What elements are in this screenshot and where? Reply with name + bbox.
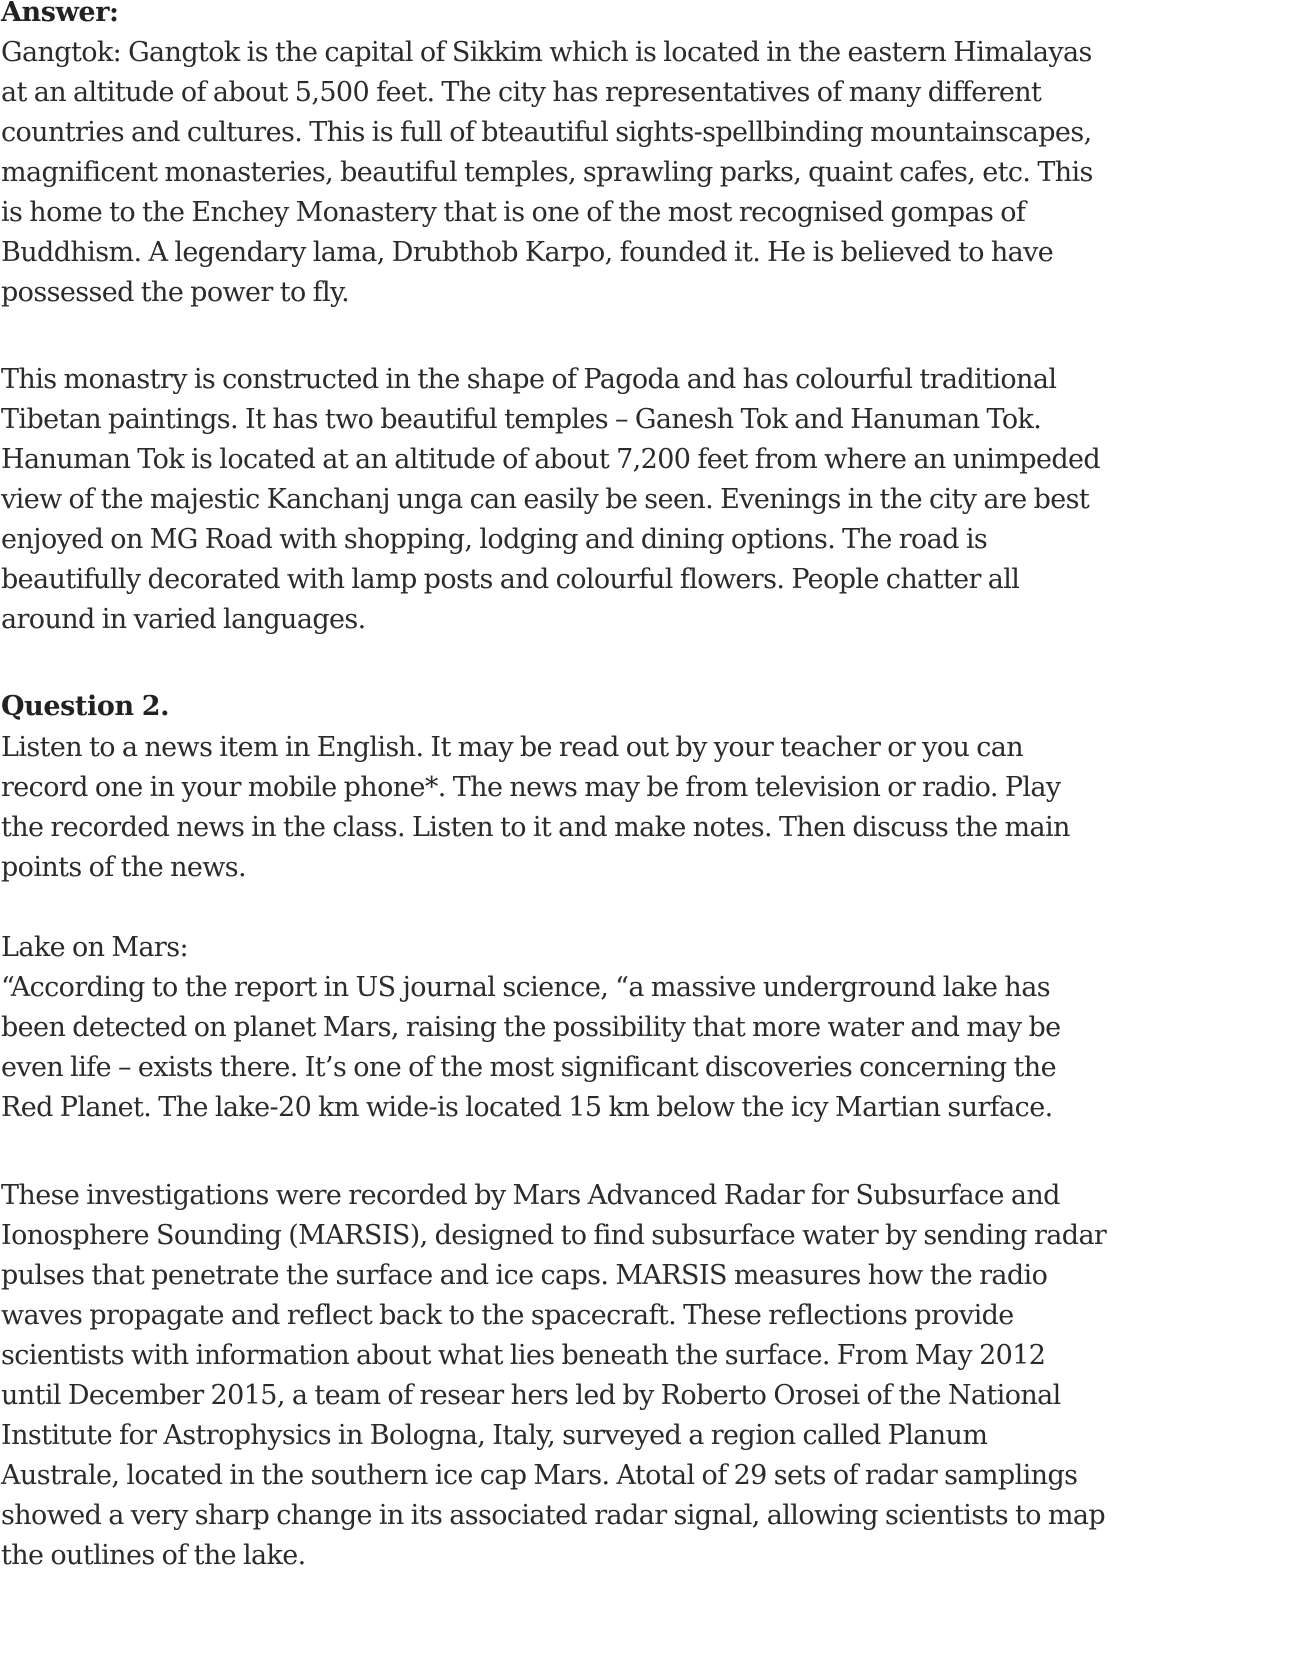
text-line: beautifully decorated with lamp posts and colourful flowers. People chatter all [1,564,1020,595]
text-line: view of the majestic Kanchanj unga can easily be seen. Evenings in the city are best [1,484,1090,515]
text-line: Buddhism. A legendary lama, Drubthob Karpo, founded it. He is believed to have [1,237,1054,268]
text-line: until December 2015, a team of resear hers led by Roberto Orosei of the National [1,1380,1061,1411]
text-line: the recorded news in the class. Listen to it and make notes. Then discuss the main [1,812,1070,843]
text-line: even life – exists there. It’s one of the most significant discoveries concerning the [1,1052,1056,1083]
text-line: scientists with information about what lies beneath the surface. From May 2012 [1,1340,1046,1371]
answer-heading: Answer: [1,0,119,28]
text-line: magnificent monasteries, beautiful temples, sprawling parks, quaint cafes, etc. This [1,157,1093,188]
text-line: points of the news. [1,852,247,883]
text-line: Institute for Astrophysics in Bologna, Italy, surveyed a region called Planum [1,1420,988,1451]
text-line: This monastry is constructed in the shape of Pagoda and has colourful traditional [1,364,1057,395]
text-line: possessed the power to fly. [1,277,350,308]
text-line: around in varied languages. [1,604,366,635]
text-line: Gangtok: Gangtok is the capital of Sikkim which is located in the eastern Himalayas [1,37,1092,68]
question-heading: Question 2. [1,691,170,722]
text-line: is home to the Enchey Monastery that is one of the most recognised gompas of [1,197,1026,228]
text-line: waves propagate and reflect back to the spacecraft. These reflections provide [1,1300,1014,1331]
news-title: Lake on Mars: [1,932,188,963]
text-line: Red Planet. The lake-20 km wide-is located 15 km below the icy Martian surface. [1,1092,1053,1123]
text-line: Australe, located in the southern ice cap Mars. Atotal of 29 sets of radar samplings [1,1460,1078,1491]
text-line: Tibetan paintings. It has two beautiful temples – Ganesh Tok and Hanuman Tok. [1,404,1042,435]
text-line: at an altitude of about 5,500 feet. The city has representatives of many different [1,77,1042,108]
text-line: countries and cultures. This is full of bteautiful sights-spellbinding mountainscapes, [1,117,1092,148]
text-line: record one in your mobile phone*. The news may be from television or radio. Play [1,772,1061,803]
text-line: pulses that penetrate the surface and ice caps. MARSIS measures how the radio [1,1260,1048,1291]
text-line: enjoyed on MG Road with shopping, lodging and dining options. The road is [1,524,988,555]
text-line: “According to the report in US journal science, “a massive underground lake has [1,972,1050,1003]
text-line: showed a very sharp change in its associated radar signal, allowing scientists to map [1,1500,1106,1531]
text-line: Hanuman Tok is located at an altitude of about 7,200 feet from where an unimpeded [1,444,1101,475]
text-line: Listen to a news item in English. It may be read out by your teacher or you can [1,732,1024,763]
text-line: been detected on planet Mars, raising the possibility that more water and may be [1,1012,1061,1043]
text-line: Ionosphere Sounding (MARSIS), designed to find subsurface water by sending radar [1,1220,1107,1251]
text-line: These investigations were recorded by Mars Advanced Radar for Subsurface and [1,1180,1060,1211]
text-line: the outlines of the lake. [1,1540,306,1571]
